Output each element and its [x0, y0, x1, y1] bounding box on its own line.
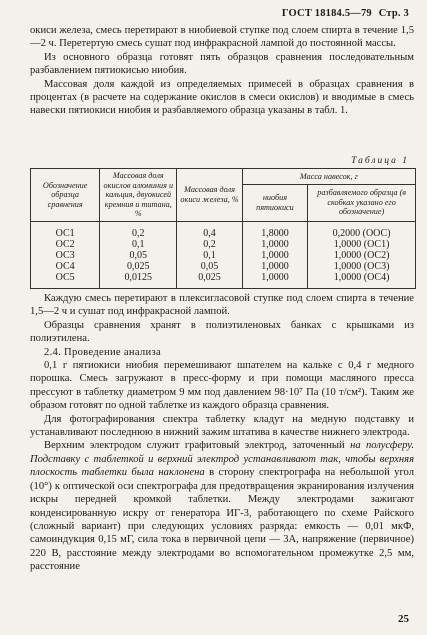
cell: 1,0000 — [242, 239, 307, 250]
table-row — [31, 221, 416, 239]
cell: 1,0000 (ОС3) — [308, 261, 416, 272]
cell: ОС1 — [31, 221, 100, 239]
paragraph: 0,1 г пятиокиси ниобия перемешивают шпателем на кальке с 0,4 г медного порошка. Смесь загружают в пресс-форму и при помощи масляного пресса прессуют в таблетку диаметром 9 мм под давлением 98·10⁷ Па (10 т/см²). Таким же образом готовят по одной таблетке из каждого образца сравнения. — [30, 360, 414, 412]
column-header-diluted: разбавляемого образца (в скобках указано его обозначение) — [308, 184, 416, 221]
page-header — [278, 8, 409, 19]
column-header-designation: Обозначение образца сравнения — [31, 169, 100, 222]
standard-number: ГОСТ 18184.5—79 — [281, 8, 372, 19]
cell: 0,2 — [100, 221, 177, 239]
table-row — [31, 250, 416, 261]
cell: 0,05 — [100, 250, 177, 261]
column-header-oxides: Массовая доля окислов алюминия и кальция, двуокисей кремния и титана, % — [100, 169, 177, 222]
cell: 1,0000 — [242, 261, 307, 272]
paragraph: окиси железа, смесь перетирают в ниобиевой ступке под слоем спирта в течение 1,5—2 ч. Перетертую смесь сушат под инфракрасной лампой до постоянной массы. — [30, 25, 414, 50]
text-block-top — [30, 24, 414, 118]
text-run: Верхним электродом служит графитовый электрод, заточенный — [44, 440, 351, 452]
table-row — [31, 261, 416, 272]
cell: 0,0125 — [100, 272, 177, 288]
cell: ОС4 — [31, 261, 100, 272]
table-row — [31, 272, 416, 288]
cell: ОС5 — [31, 272, 100, 288]
paragraph: Каждую смесь перетирают в плексигласовой ступке под слоем спирта в течение 1,5—2 ч и сушат под инфракрасной лампой. — [30, 293, 414, 318]
cell: 0,4 — [177, 221, 242, 239]
paragraph: Массовая доля каждой из определяемых примесей в образцах сравнения в процентах (в расчете на содержание окислов в смеси окислов) и вводимые в смесь навески пятиокиси ниобия и разбавляемого образца указаны в табл. 1. — [30, 78, 414, 117]
cell: 1,0000 (ОС4) — [308, 272, 416, 288]
cell: 0,1 — [100, 239, 177, 250]
page-number: 25 — [398, 613, 409, 625]
column-header-iron: Массовая доля окиси железа, % — [177, 169, 242, 222]
cell: 1,0000 (ОС2) — [308, 250, 416, 261]
cell: 1,0000 — [242, 272, 307, 288]
data-table — [30, 168, 416, 289]
cell: 0,2000 (ООС) — [308, 221, 416, 239]
cell: ОС3 — [31, 250, 100, 261]
page-label: Стр. 3 — [378, 8, 409, 19]
cell: 1,8000 — [242, 221, 307, 239]
italic-text-run: на полусферу. Подставку с таблеткой и верхний электрод устанавливают так, чтобы верхняя плоскость таблетки была наклонена — [30, 440, 414, 479]
cell: 0,05 — [177, 261, 242, 272]
cell: 1,0000 — [242, 250, 307, 261]
column-group-header: Масса навесок, г — [242, 169, 415, 185]
cell: ОС2 — [31, 239, 100, 250]
paragraph — [30, 439, 414, 573]
cell: 0,2 — [177, 239, 242, 250]
section-heading: 2.4. Проведение анализа — [44, 346, 161, 358]
text-run: в сторону спектрографа на небольшой угол (10°) к оптической оси спектрографа для предотвращения экранирования излучения искры передней кромкой таблетки. Между электродами зажигают конденсированную искру от генератора ИГ-3, работающего по схеме Райского (сложный вариант) при следующих условиях разряда: емкость — 0,01 мкФ, самоиндукция 0,15 мГ, сила тока в первичной цепи — 3А, напряжение (первичное) 220 В, расстояние между электродами во вспомогательном промежутке 2,5 мм, расстояние — [30, 467, 414, 573]
table-caption: Таблица 1 — [351, 156, 409, 166]
table-row — [31, 239, 416, 250]
paragraph: Образцы сравнения хранят в полиэтиленовых банках с крышками из полиэтилена. — [30, 319, 414, 345]
text-block-bottom — [30, 292, 414, 574]
column-header-niobium: ниобия пятиокиси — [242, 184, 307, 221]
cell: 0,1 — [177, 250, 242, 261]
cell: 0,025 — [100, 261, 177, 272]
cell: 0,025 — [177, 272, 242, 288]
cell: 1,0000 (ОС1) — [308, 239, 416, 250]
paragraph: Из основного образца готовят пять образцов сравнения последовательным разбавлением пятиокисью ниобия. — [30, 51, 414, 77]
paragraph: Для фотографирования спектра таблетку кладут на медную подставку и устанавливают последнюю в нижний зажим штатива в качестве нижнего электрода. — [30, 413, 414, 439]
